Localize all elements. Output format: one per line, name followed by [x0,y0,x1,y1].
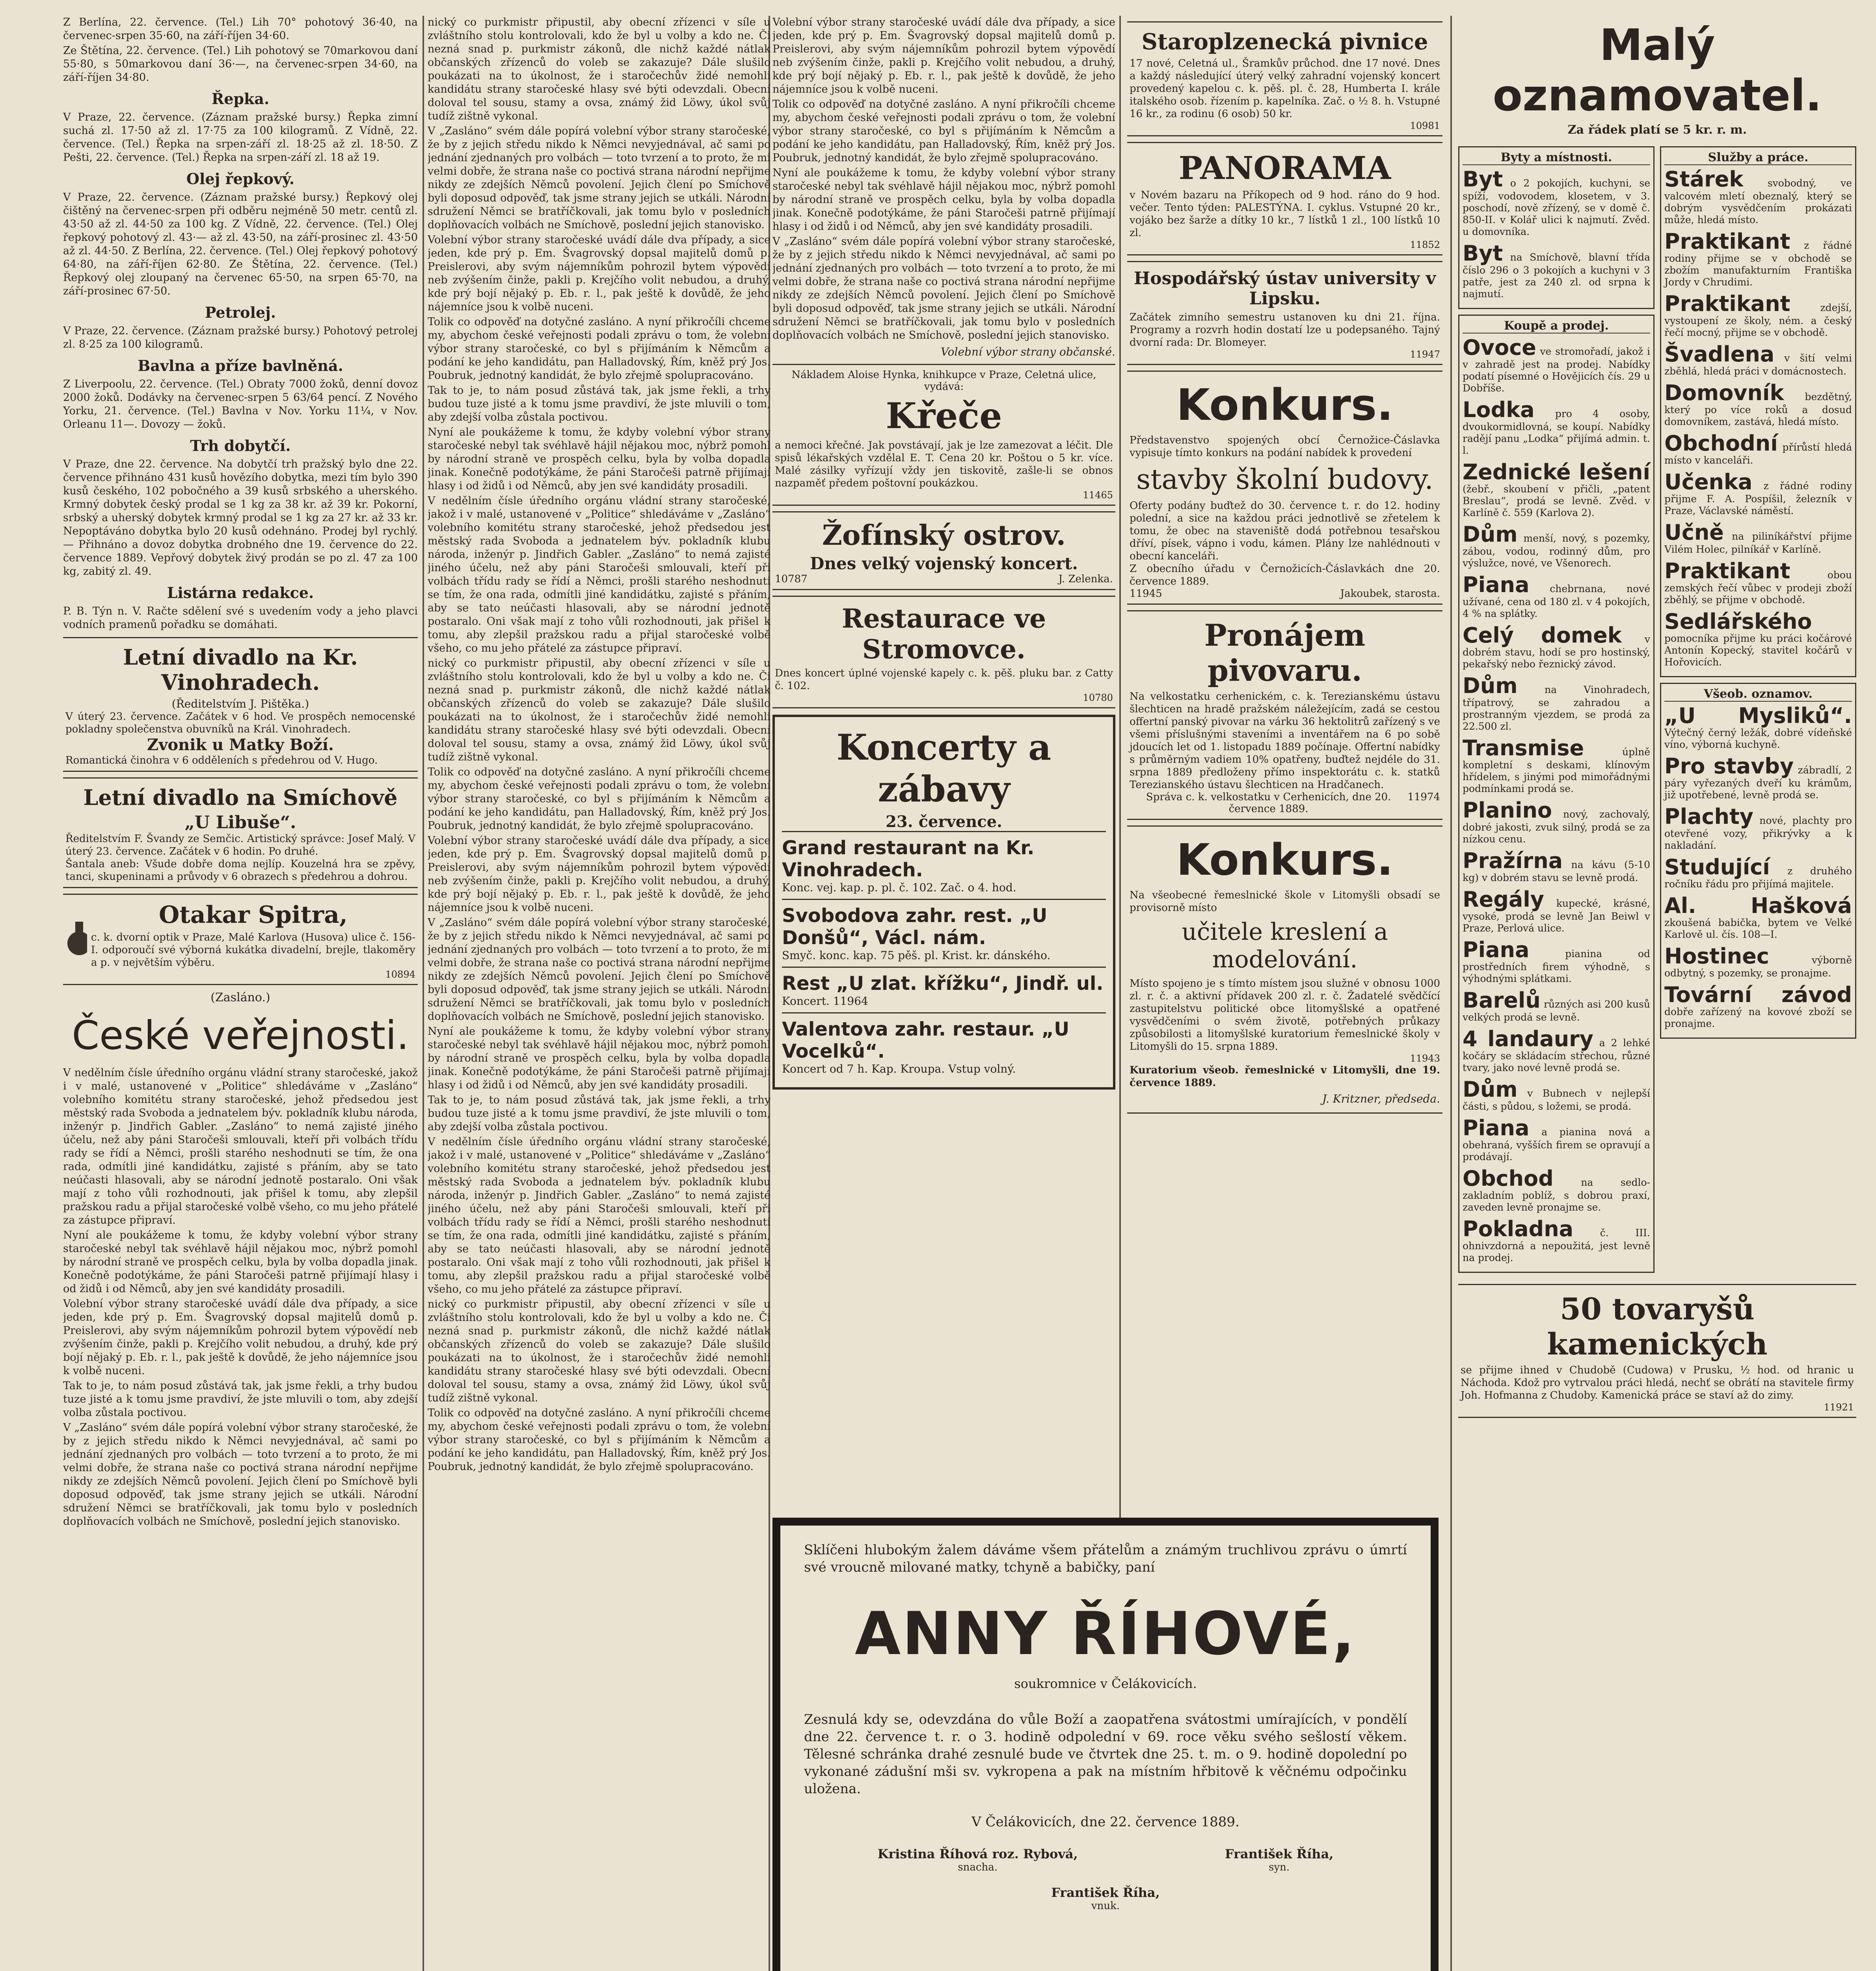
entry-text: na piliníkářství přijme Vilém Holec, pilníkář v Karlíně. [1664,531,1852,555]
classifieds-left [1458,144,1655,1278]
ad-number: 10787 [775,573,808,585]
ad-number: 10780 [1083,692,1113,703]
staroplzen-text: 17 nové, Celetná ul., Šramkův průchod. dne 17 nové. Dnes a každý následující úterý velký zahradní vojenský koncert provedený kapelou c. k. pěš. pl. č. 28, Humberta I. krále italského osob. řízením p. kapelníka. Zač. o ½ 8. h. Vstupné 16 kr., za rodinu (6 osob) 50 kr. [1130,58,1440,120]
entry-key: Obchod [1463,1166,1554,1191]
entry-key: Hostinec [1664,944,1769,969]
hosp-text: Začátek zimního semestru ustanoven ku dni 21. října. Programy a rozvrh hodin dostatí lze u podepsaného. Tajný dvorní rada: Dr. Blomeyer. [1130,311,1440,348]
classified-entry [1463,850,1650,884]
mourning-role: soukromnice v Čelákovicích. [1014,1676,1197,1691]
entry-key: Byt [1463,167,1503,192]
mourning-signer-role: vnuk. [1091,1900,1120,1912]
market-text: V Praze, dne 22. července. Na dobytčí trh pražský bylo dne 22. července přihnáno 431 kusů hovězího dobytka, mezi tím bylo 390 kusů českého, 102 pobočného a 39 kusů srbského a uherského. Krmný dobytek český prodal se 1 kg za 38 kr. až 39 kr. Pokorní, srbský a uherský dobytek krmný prodal se 1 kg za 27 kr. až 33 kr. Nepoptáváno dobytka bylo 20 kusů odehnáno. Prodej byl rychlý. — Přihnáno a dovoz dobytka drobného dne 19. července do 22. července 1889. Vepřový dobytek živý prodán se po zl. 47 za 100 kg, zabitý zl. 49. [63,458,418,578]
entry-key: Pokladna [1463,1217,1574,1241]
section-heading: Trh dobytčí. [190,437,291,455]
classified-entry [1664,471,1852,517]
entry-text: výborně odbytný, s pozemky, se pronajme. [1664,954,1852,979]
classified-entry [1463,337,1650,394]
entry-key: Dům [1463,673,1518,698]
classified-entry [1463,889,1650,934]
entry-text: menší, nový, s pozemky, zábou, vodou, rodinný dům, pro výslužce, nové, ve Všenorech. [1463,533,1650,569]
concert-item [782,831,1106,899]
mourning-text: Zesnulá kdy se, odevzdána do vůle Boží a zaopatřena svátostmi umírajících, v pondělí dne 22. července t. r. o 3. hodině odpolední v 69. roce věku svého sešlostí věkem. Tělesné schránka drahé zesnulé bude ve čtvrtek dne 25. t. m. o 9. hodině dopolední po vykonané zádušní mši sv. vykropena a pak na místním hřbitově k věčnému odpočinku uložena. [804,1712,1407,1797]
article-text: V nedělním čísle úředního orgánu vládní strany staročeské, jakož i v malé, ustanovené v „Politice“ shledáváme v „Zasláno“ volebního komitétu strany staročeské, jehož předsedou jest městský rada Svoboda a jednatelem býv. pokladník klubu národa, inženýr p. Jindřich Gabler. „Zasláno“ to nemá zajisté jiného účelu, než aby páni Staročeši smlouvali, kteří při volbách třídu rady se řídí a Němci, prošli starého neshodnuti se tím, že ona rada, odmítli jiné kandidátku, zajisté s přáním, aby se tato neúčasti hlasovali, aby se národní jednotě postaralo. Oni však mají z toho vůli rozhodnouti, jak přišel k tomu, aby zlepšil pražskou radu a přijal staročeské volbě všeho, co mu jeho přátelé za zástupce připraví. [428,495,770,654]
ad-number: 11465 [1083,490,1113,501]
article-text: Nyní ale poukážeme k tomu, že kdyby volební výbor strany staročeské nebyl tak svéhlavě hájil nějakou moc, nýbrž pomohl by národní straně ve prospěch celku, byla by volba dopadla jinak. Konečně podotýkáme, že páni Staročeši patrně přijímají hlasy i od židů i od Němců, aby jen své kandidáty prosadili. [428,1025,770,1091]
theatre-title: Letní divadlo na Smíchově [83,785,398,810]
ad-number: 10894 [385,969,415,980]
entry-key: Planino [1463,798,1552,823]
entry-text: obou zemských řečí vůbec v prodeji zboží zběhlý, se přijme v obchodě. [1664,569,1852,605]
entry-key: Lodka [1463,397,1535,422]
pronajem-place: Správa c. k. velkostatku v Cerhenicích, dne 20. července 1889. [1146,791,1391,815]
entry-text: ve stromořadí, jakož i v zahradě jest na prodej. Nabídky podatí písemné o Hovějicích čís. 29 u Dobříše. [1463,346,1651,394]
restaurace-title: Restaurace ve Stromovce. [841,603,1046,665]
entry-text: zdejší, vystoupení ze školy, ném. a český řečí mocný, přijme se v obchodě. [1664,302,1852,338]
section-heading: Řepka. [211,90,270,108]
konkurs-sub: stavby školní budovy. [1136,463,1433,496]
concert-venue: Grand restaurant na Kr. Vinohradech. [782,837,1035,881]
section-heading: Bavlna a příze bavlněná. [138,357,343,374]
zofin-ad [772,511,1115,590]
pronajem-title: Pronájem pivovaru. [1204,618,1366,688]
classified-entry [1664,984,1852,1030]
restaurace-text: Dnes koncert úplné vojenské kapely c. k. pěš. pluku bar. z Catty č. 102. [775,667,1113,692]
entry-key: Tovární závod [1664,982,1852,1007]
classified-entry [1664,895,1852,941]
entry-key: Praktikant [1664,229,1790,254]
theatre-title: Letní divadlo na Kr. Vinohradech. [123,645,358,695]
classified-entry [1664,343,1852,377]
entry-key: Učenka [1664,469,1753,494]
theatre-santala: Šantala aneb: Všude dobře doma nejlíp. Kouzelná hra se zpěvy, tanci, skupeninami a průvody v 6 obrazech s předehrou a dohrou. [65,858,415,883]
article-text: Tak to je, to nám posud zůstává tak, jak jsme řekli, a trhy budou tuze jisté a k tomu jsme pravdiví, že jste mluvili o tom, aby zdejší volba zůstala poctivou. [428,384,770,423]
classified-entry [1463,523,1650,569]
column-ads [1127,16,1442,1514]
classifieds-head: Byty a místnosti. [1463,151,1650,165]
classified-entry [1463,1079,1650,1112]
article-text: Tolik co odpověď na dotyčné zasláno. A nyní přikročíli chceme my, abychom české veřejnosti podali zprávu o tom, že volební výbor strany staročeské, co byl s přijímáním k Němcům a podání ke jeho kandidátu, pan Halladovský, Řím, kněž prý Jos. Poubruk, jednotný kandidát, že bylo zřejmě spolupracováno. [772,98,1115,164]
column-market [63,16,418,1971]
konkurs-sign: J. Kritzner, předseda. [1322,1092,1440,1105]
entry-key: Sedlářského [1664,609,1812,634]
entry-text: pianina od prostředních firem výhodně, s výhodnými splátkami. [1463,948,1650,984]
classified-entry [1664,945,1852,979]
theatre-text: V úterý 23. července. Začátek v 6 hod. Ve prospěch nemocenské pokladny společenstva obuvníků na Král. Vinohradech. [65,711,415,735]
entry-key: Praktikant [1664,291,1790,316]
restaurace-ad [772,596,1115,708]
mourning-place: V Čelákovicích, dne 22. července 1889. [972,1814,1240,1830]
zaslano-label: (Zasláno.) [210,991,270,1004]
article-text: Tak to je, to nám posud zůstává tak, jak jsme řekli, a trhy budou tuze jisté a k tomu jsme pravdiví, že jste mluvili o tom, aby zdejší volba zůstala poctivou. [428,1094,770,1133]
panorama-ad [1127,142,1442,255]
classified-entry [1664,168,1852,226]
column-classifieds [1458,16,1856,1971]
theatre-play: „U Libuše“. [184,812,296,833]
ad-number: 10981 [1410,120,1440,131]
entry-text: nový, zachovalý, dobré jakosti, zvuk silný, prodá se za nízkou cenu. [1463,809,1650,845]
mourning-intro: Sklíčeni hlubokým žalem dáváme všem přátelům a známým truchlivou zprávu o úmrtí své vroucně milované matky, tchyně a babičky, paní [804,1542,1407,1575]
entry-key: Studující [1664,855,1770,879]
concert-title: Koncerty a zábavy [836,727,1052,810]
article-text: V „Zasláno“ svém dále popírá volební výbor strany staročeské, že by z jejich středu nikdo k Němci nevyjednával, ač sami po jednání zjednaných pro volbách — toto tvrzení a to proto, že mi velmi dobře, že strana naše co poctivá strana národní nepřijme nikdy ze zdejších Němců povolení. Jejich člení po Smíchově byli doposud odpověď, tak jsme strany jejich se utkáli. Národní sdružení Němci se bratříčkovali, jak tomu bylo v posledních doplňovacích volbách ne Smíchově, poslední jejich stanovisko. [772,235,1115,341]
classifieds-head: Všeob. oznamov. [1664,687,1852,702]
entry-key: Plachty [1664,804,1753,829]
article-text: nický co purkmistr připustil, aby obecní zřízenci v síle u zvláštního stolu kontrolovali, kdo že byl u volby a kdo ne. Či nezná snad p. purkmistr zákonů, dle nichž každé nátlak občanských zřízenců do voleb se zakazuje? Dále slušilo poukázati na to úkolnost, že i staročechův židé nemohli kandidátu strany staročeské hlasy své býti odevzdali. Obecní doloval tel sousu, stamy a ovsa, známý žid Löwy, úkol svůj tudíž zištně vykonal. [428,657,770,763]
ad-number: 11943 [1410,1053,1440,1064]
krece-text: a nemoci křečné. Jak povstávají, jak je lze zamezovat a léčit. Dle spisů lékařských vzdělal E. T. Cena 20 kr. Poštou o 5 kr. více. Malé zásilky vyřízují vždy jen tiskovitě, zašle-li se obnos nazpaměť předem poštovní poukázkou. [775,440,1113,489]
entry-key: Švadlena [1664,342,1775,367]
konkurs-sub: učitele kreslení a modelování. [1182,918,1388,973]
article-text: V nedělním čísle úředního orgánu vládní strany staročeské, jakož i v malé, ustanovené v „Politice“ shledáváme v „Zasláno“ volebního komitétu strany staročeské, jehož předsedou jest městský rada Svoboda a jednatelem býv. pokladník klubu národa, inženýr p. Jindřich Gabler. „Zasláno“ to nemá zajisté jiného účelu, než aby páni Staročeši smlouvali, kteří při volbách třídu rady se řídí a Němci, prošli starého neshodnuti se tím, že ona rada, odmítli jiné kandidátku, zajisté s přáním, aby se tato neúčasti hlasovali, aby se národní jednotě postaralo. Oni však mají z toho vůli rozhodnouti, jak přišel k tomu, aby zlepšil pražskou radu a přijal staročeské volbě všeho, co mu jeho přátelé za zástupce připraví. [428,1136,770,1295]
konkurs-ad [1127,371,1442,605]
article-text: Volební výbor strany staročeské uvádí dále dva případy, a sice jeden, kde prý p. Em. Švagrovský dopsal majitelů domů p. Preislerovi, aby svým nájemníkům pohrozil bytem výpovědí neb zvýšením činže, pakli p. Krejčího volit nebudou, a druhý, kde prý bojí nějaký p. Eb. r. l., pak ještě k dovůdě, že jeho nájemníce jsou k volbě nuceni. [428,234,770,313]
concert-venue: Rest „U zlat. křížku“, Jindř. ul. [782,972,1104,995]
classified-entry [1664,560,1852,606]
theatre-sub: (Ředitelstvím J. Pištěka.) [171,697,309,710]
concert-item [782,899,1106,967]
pronajem-ad [1127,610,1442,820]
classified-entry [1463,737,1650,795]
theatre-text: Ředitelstvím F. Švandy ze Semčic. Artistický správce: Josef Malý. V úterý 23. července. Začátek v 6 hodin. Po druhé. [65,833,415,857]
entry-text: na Smíchově, blavní třída číslo 296 o 3 pokojích a kuchyni v 3 patře, jest za 240 zl. od srpna k najmutí. [1463,251,1650,300]
article-text: Volební výbor strany staročeské uvádí dále dva případy, a sice jeden, kde prý p. Em. Švagrovský dopsal majitelů domů p. Preislerovi, aby svým nájemníkům pohrozil bytem výpovědí neb zvýšením činže, pakli p. Krejčího volit nebudou, a druhý, kde prý bojí nějaký p. Eb. r. l., pak ještě k dovůdě, že jeho nájemníce jsou k volbě nuceni. [428,835,770,914]
entry-key: Celý domek [1463,623,1622,648]
entry-key: Al. Hašková [1664,893,1852,918]
article-text: V „Zasláno“ svém dále popírá volební výbor strany staročeské, že by z jejich středu nikdo k Němci nevyjednával, ač sami po jednání zjednaných pro volbách — toto tvrzení a to proto, že mi velmi dobře, že strana naše co poctivá strana národní nepřijme nikdy ze zdejších Němců povolení. Jejich člení po Smíchově byli doposud odpověď, tak jsme strany jejich se utkáli. Národní sdružení Němci se bratříčkovali, jak tomu bylo v posledních doplňovacích volbách ne Smíchově, poslední jejich stanovisko. [428,917,770,1023]
classified-entry [1463,1117,1650,1163]
classified-entry [1463,939,1650,985]
concert-text: Koncert. 11964 [782,995,868,1008]
hosp-ad [1127,261,1442,365]
spitra-name: Otakar Spitra, [158,901,348,929]
konkurs-title: Konkurs. [1176,380,1394,430]
classified-entry [1664,856,1852,890]
ad-number: 11945 [1130,588,1162,600]
classified-entry [1463,461,1650,519]
mourning-signer-role: snacha. [958,1861,998,1873]
ad-number: 11852 [1410,239,1440,250]
hosp-title: Hospodářský ústav university v Lipsku. [1133,268,1436,309]
entry-key: Pražírna [1463,848,1563,873]
entry-key: Transmise [1463,736,1584,760]
entry-text: přírůstí hledá místo v kanceláři. [1664,442,1852,466]
theatre-smichov [63,777,418,888]
entry-key: Piana [1463,1116,1530,1140]
article-text: V „Zasláno“ svém dále popírá volební výbor strany staročeské, že by z jejich středu nikdo k Němci nevyjednával, ač sami po jednání zjednaných pro volbách — toto tvrzení a to proto, že mi velmi dobře, že strana naše co poctivá strana národní nepřijme nikdy ze zdejších Němců povolení. Jejich člení po Smíchově byli doposud odpověď, tak jsme strany jejich se utkáli. Národní sdružení Němci se bratříčkovali, jak tomu bylo v posledních doplňovacích volbách ne Smíchově, poslední jejich stanovisko. [428,125,770,231]
konkurs-intro: Na všeobecné řemeslnické škole v Litomyšli obsadí se provisorně místo [1130,889,1440,914]
concert-item [782,1012,1106,1080]
classified-entry [1664,522,1852,555]
concert-venue: Valentova zahr. restaur. „U Vocelků“. [782,1018,1070,1062]
column-rule [422,16,424,1971]
entry-text: č. III. ohnivzdorná a nepoužitá, jest levně na prodej. [1463,1227,1650,1263]
entry-text: z řádné rodiny přijme se v obchodě se zbožím manufakturním Františka Jordy v Chrudimi. [1664,240,1852,288]
classified-entry [1664,382,1852,428]
article-text: nický co purkmistr připustil, aby obecní zřízenci v síle u zvláštního stolu kontrolovali, kdo že byl u volby a kdo ne. Či nezná snad p. purkmistr zákonů, dle nichž každé nátlak občanských zřízenců do voleb se zakazuje? Dále slušilo poukázati na to úkolnost, že i staročechův židé nemohli kandidátu strany staročeské hlasy své býti odevzdali. Obecní doloval tel sousu, stamy a ovsa, známý žid Löwy, úkol svůj tudíž zištně vykonal. [428,1298,770,1404]
spitra-text: c. k. dvorní optik v Praze, Malé Karlova (Husova) ulice č. 156-I. odporoučí své výborná kukátka divadelní, brejle, tlakoměry a p. v největším výběru. [91,931,415,969]
konkurs-sign: Jakoubek, starosta. [1340,588,1440,600]
market-text: V Praze, 22. července. (Záznam pražské bursy.) Pohotový petrolej zl. 8·25 za 100 kilogramů. [63,325,418,350]
market-text: V Praze, 22. července. (Záznam pražské bursy.) Řepka zimní suchá zl. 17·50 až zl. 17·75 za 100 kilogramů. Z Vídně, 22. července. (Tel.) Řepka na srpen-září zl. 18·25 až zl. 18·50. Z Pešti, 22. července. (Tel.) Řepka na srpen-září zl. 18 až 19. [63,111,418,164]
entry-text: zábradlí, 2 páry vyřezaných dveří ku krámům, již upotřebené, levně prodá se. [1664,764,1852,801]
mourning-signer-role: syn. [1269,1861,1290,1873]
entry-text: pro 4 osoby, dvoukormidlovná, se koupí. Nabídky radějí panu „Lodka“ přijímá admin. t. l. [1463,408,1650,456]
spitra-ad [63,894,418,985]
article-text: Volební výbor strany staročeské uvádí dále dva případy, a sice jeden, kde prý p. Em. Švagrovský dopsal majitelů domů p. Preislerovi, aby svým nájemníkům pohrozil bytem výpovědí neb zvýšením činže, pakli p. Krejčího volit nebudou, a druhý, kde prý bojí nějaký p. Eb. r. l., pak ještě k dovůdě, že jeho nájemníce jsou k volbě nuceni. [772,16,1115,95]
entry-text: chebrnana, nové užívané, cena od 180 zl. v 4 pokojích, 4 % na splátky. [1463,583,1651,619]
classified-entry [1664,611,1852,668]
classifieds-subtitle: Za řádek platí se 5 kr. r. m. [1567,123,1747,137]
krece-title: Křeče [886,395,1002,437]
entry-key: Dům [1463,1077,1518,1102]
concert-date: 23. července. [886,812,1002,831]
classified-entry [1463,989,1650,1023]
section-heading: Olej řepkový. [186,170,295,188]
article-text: Tolik co odpověď na dotyčné zasláno. A nyní přikročíli chceme my, abychom české veřejnosti podali zprávu o tom, že volební výbor strany staročeské, co byl s přijímáním k Němcům a podání ke jeho kandidátu, pan Halladovský, Řím, kněž prý Jos. Poubruk, jednotný kandidát, že bylo zřejmě spolupracováno. [428,1407,770,1473]
entry-key: Stárek [1664,167,1744,192]
ceske-text: Tak to je, to nám posud zůstává tak, jak jsme řekli, a trhy budou tuze jisté a k tomu jsme pravdiví, že jste mluvili o tom, aby zdejší volba zůstala poctivou. [63,1380,418,1419]
classified-entry [1664,705,1852,751]
entry-key: Barelů [1463,988,1541,1013]
mourning-signer: František Říha, [1051,1885,1160,1900]
entry-text: zkoušená babička, bytem ve Velké Karlově ul. čís. 108—I. [1664,917,1852,940]
market-text: Z Liverpoolu, 22. července. (Tel.) Obraty 7000 žoků, denní dovoz 2000 žoků. Dodávky na červenec-srpen 5 63/64 pencí. Z Nového Yorku, 21. července. (Tel.) Bavlna v Nov. Yorku 11¼, v Nov. Orleanu 11—. Dovozy — žoků. [63,378,418,430]
entry-text: a 2 lehké kočáry se skládacím střechou, různé tvary, jako nové levně prodá se. [1463,1037,1651,1073]
theatre-vinohrady [63,637,418,772]
konkurs-title: Konkurs. [1176,835,1394,885]
classified-entry [1463,242,1650,300]
entry-key: Pro stavby [1664,754,1794,779]
classified-entry [1664,293,1852,339]
ceske-text: Nyní ale poukážeme k tomu, že kdyby volební výbor strany staročeské nebyl tak svéhlavě hájil nějakou moc, nýbrž pomohl by národní straně ve prospěch celku, byla by volba dopadla jinak. Konečně podotýkáme, že páni Staročeši patrně přijímají hlasy i od židů i od Němců, aby jen své kandidáty prosadili. [63,1229,418,1295]
zofin-sign: J. Zelenka. [1058,573,1113,585]
entry-key: Piana [1463,572,1530,597]
binoculars-icon [65,918,87,961]
entry-key: Učně [1664,520,1724,545]
classifieds-head: Služby a práce. [1664,151,1852,165]
theatre-play: Zvonik u Matky Boží. [147,736,334,754]
mourning-signer: Kristina Říhová roz. Rybová, [877,1846,1078,1861]
market-text: V Praze, 22. července. (Záznam pražské bursy.) Řepkový olej čištěný na červenec-srpen při odběru nejméně 50 metr. centů zl. 43·50 až zl. 44·50 za 100 kg. Z Vídně, 22. července. (Tel.) Olej řepkový pohotový zl. 43·— až zl. 43·50, na září-prosinec zl. 43·50 až zl. 44·50. Z Berlína, 22. července. (Tel.) Olej řepkový pohotový 64·80, na září-říjen 62·80. Ze Štětína, 22. července. (Tel.) Řepkový olej zloupaný na červenec 65·50, na srpen 65·70, na září-prosinec 67·50. [63,191,418,297]
classified-entry [1664,755,1852,801]
classified-entry [1463,574,1650,620]
kamenici-title: 50 tovaryšů kamenických [1547,1291,1768,1362]
classified-entry [1463,624,1650,670]
entry-text: dobře zařízený na kovové zboží se pronajme. [1664,1006,1852,1029]
entry-key: „U Mysliků“. [1664,703,1852,728]
konkurs-intro: Představenstvo spojených obcí Černožice-Čáslavka vypisuje tímto konkurs na podání nabídek k provedení [1130,434,1440,459]
entry-text: v dobrém stavu, hodí se pro hostinský, pekařský nebo řeznický závod. [1463,633,1650,670]
entry-text: o 2 pokojích, kuchyni, se spíží, vodovodem, klosetem, v 3. poschodí, nově zřízený, se v domě č. 850-II. v Kolář ulici k najmutí. Zvěd. u domovníka. [1463,177,1650,237]
ad-number: 11921 [1824,1402,1854,1413]
entry-key: Ovoce [1463,335,1536,360]
mourning-signer: František Říha, [1225,1846,1334,1861]
column-rule [1450,16,1452,1971]
staroplzen-title: Staroplzenecká pivnice [1141,29,1428,55]
classifieds-title: Malý oznamovatel. [1493,20,1822,121]
entry-text: z řádné rodiny přijme F. A. Pospíšil, železník v Praze, Václavské náměstí. [1664,480,1852,516]
classifieds-right [1660,144,1856,1278]
article-text: Nyní ale poukážeme k tomu, že kdyby volební výbor strany staročeské nebyl tak svéhlavě hájil nějakou moc, nýbrž pomohl by národní straně ve prospěch celku, byla by volba dopadla jinak. Konečně podotýkáme, že páni Staročeši patrně přijímají hlasy i od židů i od Němců, aby jen své kandidáty prosadili. [428,426,770,492]
entry-text: na Vinohradech, třípatrový, se zahradou a prostranným vjezdem, se prodá za 22.500 zl. [1463,684,1650,732]
entry-text: a pianina nová a obehraná, vyšších firem se opravují a prodávají. [1463,1126,1651,1162]
entry-key: Domovník [1664,380,1784,405]
entry-key: Dům [1463,522,1518,547]
entry-key: Regály [1463,887,1545,912]
concert-item [782,967,1106,1012]
concert-text: Koncert od 7 h. Kap. Kroupa. Vstup volný. [782,1062,1016,1075]
panorama-text: v Novém bazaru na Příkopech od 9 hod. ráno do 9 hod. večer. Tento týden: PALESTÝNA. I. cyklus. Vstupné 20 kr., vojáko bez šarže a dítky 10 kr., 7 lístků 1 zl., 100 lístků 10 zl. [1130,189,1440,239]
ceske-text: Volební výbor strany staročeské uvádí dále dva případy, a sice jeden, kde prý p. Em. Švagrovský dopsal majitelů domů p. Preislerovi, aby svým nájemníkům pohrozil bytem výpovědí neb zvýšením činže, pakli p. Krejčího volit nebudou, a druhý, kde prý bojí nějaký p. Eb. r. l., pak ještě k dovůdě, že jeho nájemníce jsou k volbě nuceni. [63,1298,418,1377]
entry-text: Výtečný černý ležák, dobré vídeňské víno, výborná kuchyně. [1664,727,1852,750]
ad-number: 11974 [1407,791,1440,803]
entry-text: z druhého ročníku řádu pro přijímá majitele. [1664,865,1852,890]
konkurs-text: Místo spojeno je s tímto místem jsou služné v obnosu 1000 zl. r. č. a aktivní přídavek 200 zl. r. č. Žadatelé svědčící zastupitelstvu politické obce litomyšlské a opatřené vysvědčeními o svém životě, potřebných průkazy způsobilosti a litomyšlské kuratorium řemeslnické školy v Litomyšli do 15. srpna 1889. [1130,978,1440,1053]
classified-entry [1463,799,1650,845]
column-article [428,16,770,1971]
article-text: nický co purkmistr připustil, aby obecní zřízenci v síle u zvláštního stolu kontrolovali, kdo že byl u volby a kdo ne. Či nezná snad p. purkmistr zákonů, dle nichž každé nátlak občanských zřízenců do voleb se zakazuje? Dále slušilo poukázati na to úkolnost, že i staročechův židé nemohli kandidátu strany staročeské hlasy své býti odevzdali. Obecní doloval tel sousu, stamy a ovsa, známý žid Löwy, úkol svůj tudíž zištně vykonal. [428,16,770,122]
concert-text: Konc. vej. kap. p. pl. č. 102. Zač. o 4. hod. [782,881,1016,894]
kamenici-ad [1458,1284,1856,1418]
entry-text: pomocníka přijme ku práci kočárové Antonín Kopecký, stavitel kočárů v Hořovicích. [1664,633,1852,668]
classified-entry [1664,432,1852,466]
concert-venue: Svobodova zahr. rest. „U Donšů“, Václ. nám. [782,905,1048,949]
staroplzen-ad [1127,21,1442,136]
entry-text: v šití velmi zběhlá, hledá práci v domácnostech. [1664,352,1852,377]
classified-entry [1463,1168,1650,1213]
entry-text: bezdětný, který po více roků a dosud domovníkem, zastává, hledá místo. [1664,391,1852,427]
entry-text: v Bubnech v nejlepší části, s půdou, s ložemi, se prodá. [1463,1088,1650,1112]
mourning-name: ANNY ŘÍHOVÉ, [855,1600,1356,1668]
entry-text: různých asi 200 kusů velkých prodá se levně. [1463,999,1650,1023]
column-notices [772,16,1115,1514]
entry-text: kupecké, krásné, vysoké, prodá se levně Jan Beiwl v Praze, Perlová ulice. [1463,898,1650,934]
article-text: Tolik co odpověď na dotyčné zasláno. A nyní přikročíli chceme my, abychom české veřejnosti podali zprávu o tom, že volební výbor strany staročeské, co byl s přijímáním k Němcům a podání ke jeho kandidátu, pan Halladovský, Řím, kněž prý Jos. Poubruk, jednotný kandidát, že bylo zřejmě spolupracováno. [428,316,770,382]
ceske-text: V „Zasláno“ svém dále popírá volební výbor strany staročeské, že by z jejich středu nikdo k Němci nevyjednával, ač sami po jednání zjednaných pro volbách — toto tvrzení a to proto, že mi velmi dobře, že strana naše co poctivá strana národní nepřijme nikdy ze zdejších Němců povolení. Jejich člení po Smíchově byli doposud odpověď, tak jsme strany jejich se utkáli. Národní sdružení Němci se bratříčkovali, jak tomu bylo v posledních doplňovacích volbách ne Smíchově, poslední jejich stanovisko. [63,1421,418,1528]
entry-text: (žebř., skoubení v přičli, „patent Breslau“, prodá se levně. Zvěd. v Karlíně č. 559 (Karlova 2). [1463,483,1650,518]
market-line: Ze Štětína, 22. července. (Tel.) Lih pohotový se 70markovou daní 55·80, s 50markovou daní 36·—, na červenec-srpen 34·60, na září-říjen 34·80. [63,45,418,84]
classified-entry [1463,399,1650,456]
entry-key: Byt [1463,241,1503,266]
entry-text: nové, plachty pro otevřené vozy, přikrývky a k nakladání. [1664,815,1852,851]
concert-box [772,715,1115,1090]
classifieds-head: Koupě a prodej. [1463,319,1650,333]
entry-text: úplně kompletní s deskami, klínovým hřídelem, s jinými pod mimořádnými podmínkami prodá se. [1463,746,1650,794]
ceske-title: České veřejnosti. [72,1012,409,1058]
article-text: Tolik co odpověď na dotyčné zasláno. A nyní přikročíli chceme my, abychom české veřejnosti podali zprávu o tom, že volební výbor strany staročeské, co byl s přijímáním k Němcům a podání ke jeho kandidátu, pan Halladovský, Řím, kněž prý Jos. Poubruk, jednotný kandidát, že bylo zřejmě spolupracováno. [428,766,770,832]
article-text: Nyní ale poukážeme k tomu, že kdyby volební výbor strany staročeské nebyl tak svéhlavě hájil nějakou moc, nýbrž pomohl by národní straně ve prospěch celku, byla by volba dopadla jinak. Konečně podotýkáme, že páni Staročeši patrně přijímají hlasy i od židů i od Němců, aby jen své kandidáty prosadili. [772,167,1115,233]
kamenici-text: se přijme ihned v Chudobě (Cudowa) v Prusku, ½ hod. od hranic u Náchoda. Kdož pro vytrvalou práci hledá, nechť se obrátí na stavitele firmy Joh. Hofmanna z Chudoby. Kamenická práce se staví až do zimy. [1461,1364,1854,1401]
entry-key: Praktikant [1664,559,1790,583]
section-heading: Petrolej. [205,304,276,321]
ceske-text: V nedělním čísle úředního orgánu vládní strany staročeské, jakož i v malé, ustanovené v „Politice“ shledáváme v „Zasláno“ volebního komitétu strany staročeské, jehož předsedou jest městský rada Svoboda a jednatelem býv. pokladník klubu národa, inženýr p. Jindřich Gabler. „Zasláno“ to nemá zajisté jiného účelu, než aby páni Staročeši smlouvali, kteří při volbách třídu rady se řídí a Němci, prošli starého neshodnuti se tím, že ona rada, odmítli jiné kandidátku, zajisté s přáním, aby se tato neúčasti hlasovali, aby se národní jednotě postaralo. Oni však mají z toho vůli rozhodnouti, jak přišel k tomu, aby zlepšil pražskou radu a přijal staročeské volbě všeho, co mu jeho přátelé za zástupce připraví. [63,1067,418,1226]
konkurs-place: Z obecního úřadu v Černožicích-Čáslavkách dne 20. července 1889. [1130,563,1440,587]
entry-key: 4 landaury [1463,1026,1593,1051]
entry-text: na sedlo-zakladním poblíž, s dobrou praxí, zaveden levně pronajme se. [1463,1177,1651,1213]
entry-text: na kávu (5-10 kg) v dobrém stavu se levně prodá. [1463,859,1650,883]
market-line: Z Berlína, 22. července. (Tel.) Lih 70° pohotový 36·40, na červenec-srpen 35·60, na září-říjen 34·60. [63,16,418,42]
theatre-note: Romantická činohra v 6 odděleních s předehrou od V. Hugo. [65,754,378,766]
listarna-heading: Listárna redakce. [167,584,314,602]
classified-entry [1463,675,1650,732]
mourning-notice [772,1518,1439,1971]
entry-key: Zednické lešení [1463,460,1650,484]
concert-text: Smyč. konc. kap. 75 pěš. pl. Krist. kr. dánského. [782,949,1051,962]
konkurs-text: Oferty podány buďtež do 30. července t. r. do 12. hodiny polední, a sice na každou práci jednotlivě se zřetelem k tomu, že obec na staveniště dodá potřebnou tesařskou dříví, písek, vápno i vodu, kámen. Plány lze nahlédnouti v obecní kanceláři. [1130,500,1440,562]
classified-entry [1664,806,1852,851]
classified-entry [1463,168,1650,238]
classified-entry [1664,231,1852,288]
entry-text: svobodný, ve valcovém mletí obeznalý, který se dobrým vysvědčením prokázati může, hledá místo. [1664,177,1852,225]
konkurs-place: Kuratorium všeob. řemeslnické v Litomyšli, dne 19. července 1889. [1130,1064,1440,1089]
classified-entry [1463,1028,1650,1074]
zofin-title: Žofínský ostrov. [822,519,1066,551]
entry-key: Piana [1463,937,1530,962]
article-signature: Volební výbor strany občanské. [941,345,1115,358]
classified-entry [1463,1218,1650,1264]
krece-ad [772,364,1115,506]
zofin-text: Dnes velký vojenský koncert. [810,554,1078,573]
ad-number: 11947 [1410,349,1440,360]
imprint: Nákladem Aloise Hynka, knihkupce v Praze, Celetná ulice, vydává: [791,369,1096,393]
panorama-title: PANORAMA [1178,149,1391,186]
konkurs2-ad [1127,825,1442,1114]
listarna-text: P. B. Týn n. V. Račte sdělení své s uvedením vody a jeho plavci vodních pramenů pořadku se domáhati. [63,605,418,631]
entry-key: Obchodní [1664,431,1778,456]
pronajem-text: Na velkostatku cerhenickém, c. k. Terezianskému ústavu šlechticen na hradě pražském náležejícím, zadá se cestou offertní panský pivovar na várku 36 hektolitrů zařízený s ve všemi příslušnými staveními a inventářem na 6 po sobě jdoucích let od 1. listopadu 1889 počínaje. Offertní nabídky s průměrným vadiem 10% opatřeny, buďtež nejdéle do 31. srpna 1889 předloženy přímo inspektorátu c. k. statků Terezianského ústavu šlechticen na Hradčanech. [1130,691,1440,791]
